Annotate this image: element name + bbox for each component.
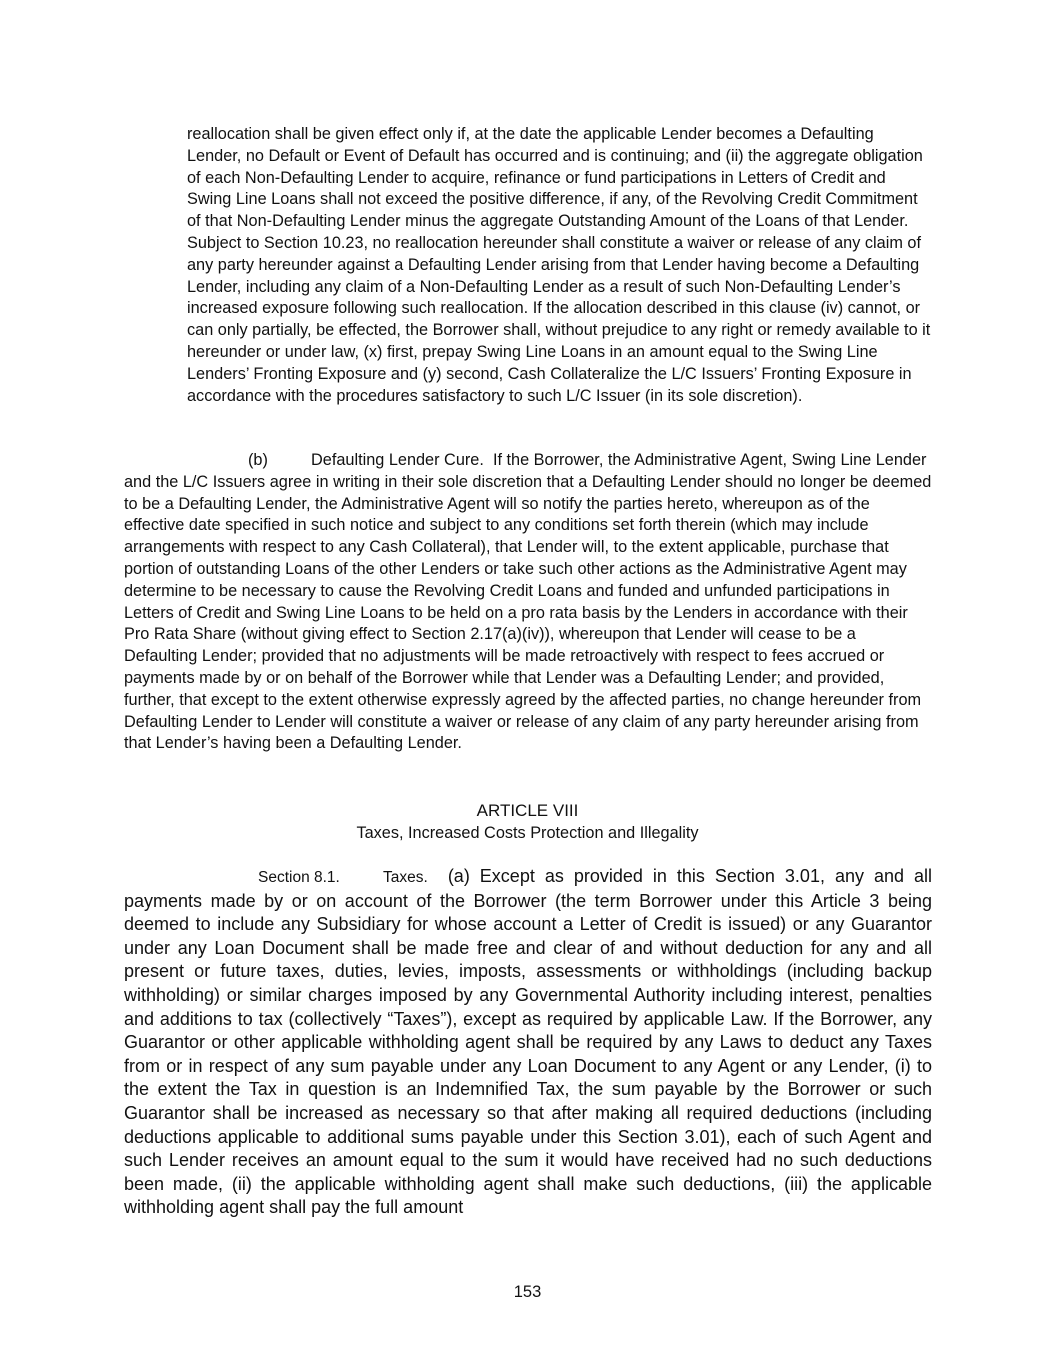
section-number: Section 8.1. (258, 869, 340, 886)
section-title: Taxes. (383, 869, 428, 886)
clause-b-paragraph (124, 450, 932, 755)
article-subtitle: Taxes, Increased Costs Protection and Illegality (356, 824, 699, 842)
section-8-1-paragraph (124, 865, 932, 1220)
clause-text: If the Borrower, the Administrative Agent, Swing Line Lender and the L/C Issuers agree in writing in their sole discretion that a Defaulting Lender should no longer be deemed to be a Defaulting Lender, the Administrative Agent will so notify the parties hereto, whereupon as of the effective date specified in such notice and subject to any conditions set forth therein (which may include arrangements with respect to any Cash Collateral), that Lender will, to the extent applicable, purchase that portion of outstanding Loans of the other Lenders or take such other actions as the Administrative Agent may determine to be necessary to cause the Revolving Credit Loans and funded and unfunded participations in Letters of Credit and Swing Line Loans to be held on a pro rata basis by the Lenders in accordance with their Pro Rata Share (without giving effect to Section 2.17(a)(iv)), whereupon that Lender will cease to be a Defaulting Lender; provided that no adjustments will be made retroactively with respect to fees accrued or payments made by or on behalf of the Borrower while that Lender was a Defaulting Lender; and provided, further, that except to the extent otherwise expressly agreed by the affected parties, no change hereunder from Defaulting Lender to Lender will constitute a waiver or release of any claim of any party hereunder arising from that Lender’s having been a Defaulting Lender. (124, 451, 932, 753)
clause-number: (b) (248, 451, 268, 469)
continuation-paragraph: reallocation shall be given effect only if, at the date the applicable Lender becomes a Defaulting Lender, no Default or Event of Default has occurred and is continuing; and (ii) the aggregate obligation of each Non-Defaulting Lender to acquire, refinance or fund participations in Letters of Credit and Swing Line Loans shall not exceed the positive difference, if any, of the Revolving Credit Commitment of that Non-Defaulting Lender minus the aggregate Outstanding Amount of the Loans of that Lender. Subject to Section 10.23, no reallocation hereunder shall constitute a waiver or release of any claim of any party hereunder against a Defaulting Lender arising from that Lender having become a Defaulting Lender, including any claim of a Non-Defaulting Lender as a result of such Non-Defaulting Lender’s increased exposure following such reallocation. If the allocation described in this clause (iv) cannot, or can only partially, be effected, the Borrower shall, without prejudice to any right or remedy available to it hereunder or under law, (x) first, prepay Swing Line Loans in an amount equal to the Swing Line Lenders’ Fronting Exposure and (y) second, Cash Collateralize the L/C Issuers’ Fronting Exposure in accordance with the procedures satisfactory to such L/C Issuer (in its sole discretion). (187, 125, 931, 405)
article-heading: ARTICLE VIII (476, 801, 579, 820)
section-text: (a) Except as provided in this Section 3.01, any and all payments made by or on account of the Borrower (the term Borrower under this Article 3 being deemed to include any Subsidiary for whose account a Letter of Credit is issued) or any Guarantor under any Loan Document shall be made free and clear of and without deduction for any and all present or future taxes, duties, levies, imposts, assessments or withholdings (including backup withholding) or similar charges imposed by any Governmental Authority including interest, penalties and additions to tax (collectively “Taxes”), except as required by applicable Law. If the Borrower, any Guarantor or other applicable withholding agent shall be required by any Laws to deduct any Taxes from or in respect of any sum payable under any Loan Document to any Agent or any Lender, (i) to the extent the Tax in question is an Indemnified Tax, the sum payable by the Borrower or such Guarantor shall be increased as necessary so that after making all required deductions (including deductions applicable to additional sums payable under this Section 3.01), each of such Agent and such Lender receives an amount equal to the sum it would have received had no such deductions been made, (ii) the applicable withholding agent shall make such deductions, (iii) the applicable withholding agent shall pay the full amount (124, 866, 932, 1218)
page-number: 153 (513, 1283, 542, 1301)
clause-heading: Defaulting Lender Cure. (311, 451, 484, 469)
